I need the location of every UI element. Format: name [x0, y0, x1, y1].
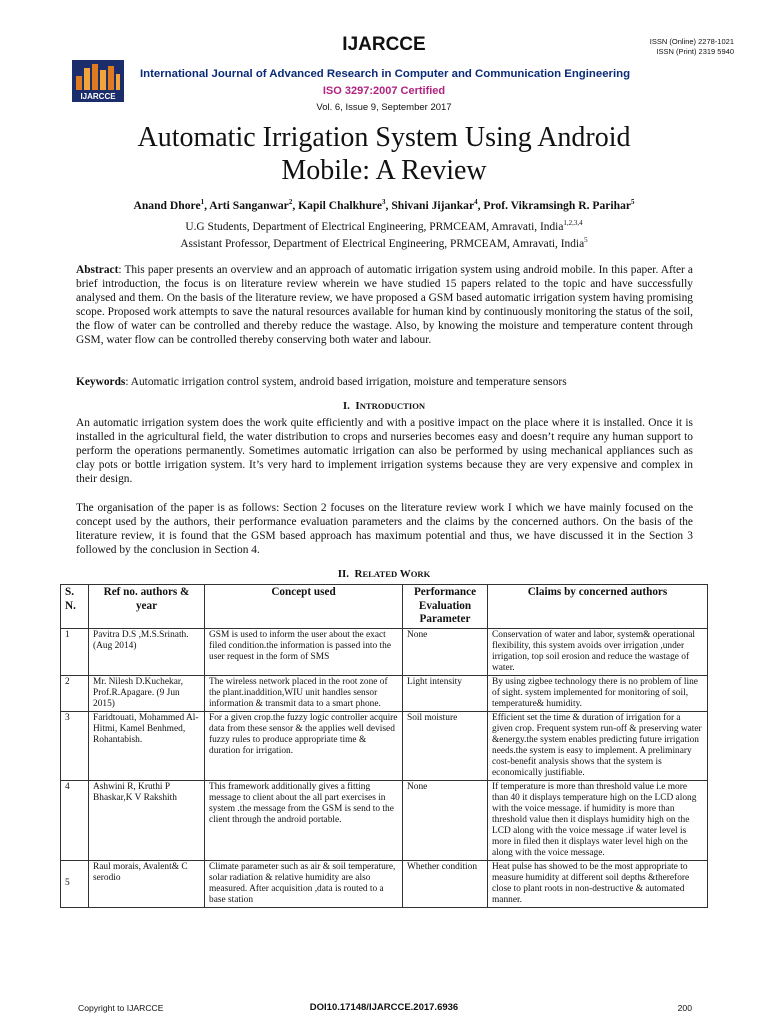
issn-print: ISSN (Print) 2319 5940	[656, 47, 734, 56]
header-ref-authors-year: Ref no. authors & year	[89, 585, 205, 629]
cell-sn: 4	[61, 780, 89, 860]
cell-claims: Conservation of water and labor, system& operational flexibility, this system avoids over irrigation ,under irrigation, top soil erosion and reduce the wastage of water.	[488, 628, 708, 675]
cell-claims: Heat pulse has showed to be the most appropriate to measure humidity at different soil depths &therefore close to plant roots in non-destructive & automated manner.	[488, 860, 708, 907]
table-row	[61, 860, 708, 907]
related-work-table	[60, 584, 708, 908]
cell-param: Soil moisture	[403, 711, 488, 780]
abstract-text: : This paper presents an overview and an approach of automatic irrigation system using android mobile. In this paper. After a brief introduction, the focus is on literature review wherein we have studied 15 papers related to the topic and have successfully analysed and them. On the basis of the literature review, we have proposed a GSM based automatic irrigation system having promising scope. Proposed work attempts to save the natural resources available for human kind by continuously monitoring the status of the soil, the flow of water can be controlled and thereby reduce the wastage. Also, by knowing the moisture and temperature content through GSM, water flow can be controlled thereby conserving both water and labour.	[76, 264, 693, 346]
volume-issue: Vol. 6, Issue 9, September 2017	[316, 102, 452, 113]
cell-concept: This framework additionally gives a fitting message to client about the all part exercises in system .the message from the GSM is send to the client through the android portable.	[205, 780, 403, 860]
author: Anand Dhore$^1$	[133, 198, 205, 212]
paper-title	[60, 121, 708, 187]
affiliation-students: U.G Students, Department of Electrical Engineering, PRMCEAM, Amravati, India$^{1,2,3,4}$	[185, 219, 583, 233]
cell-ref: Ashwini R, Kruthi P Bhaskar,K V Rakshith	[89, 780, 205, 860]
cell-concept: GSM is used to inform the user about the exact filed condition.the information is passed into the user request in the form of SMS	[205, 628, 403, 675]
author: Prof. Vikramsingh R. Parihar$^5$	[483, 198, 635, 212]
intro-paragraph-1: An automatic irrigation system does the work quite efficiently and with a positive impact on the place where it is installed. Once it is installed in the agricultural field, the water distribution to crops and nurseries becomes easy and doesn’t require any human support to perform the operations permanently. Sometimes automatic irrigation can also be performed by using mechanical appliances such as clay pots or bottle irrigation system. It’s very hard to implement irrigation systems because they are very expensive and complex in their design.	[76, 417, 693, 485]
keywords-text: : Automatic irrigation control system, android based irrigation, moisture and temperature sensors	[125, 376, 567, 388]
table-row	[61, 780, 708, 860]
footer-page-number: 200	[677, 1003, 692, 1013]
cell-param: Whether condition	[403, 860, 488, 907]
author-list: Anand Dhore$^1$, Arti Sanganwar$^2$, Kapil Chalkhure$^3$, Shivani Jijankar$^4$, Prof. Vikramsingh R. Parihar$^5$	[133, 198, 635, 212]
cell-claims: If temperature is more than threshold value i.e more than 40 it displays temperature high on the LCD along with the voice message. if humidity is more than threshold value then it displays humidity high on the LCD along with the voice message .if water level is more in filed then it displays water level high on the along with the voice message.	[488, 780, 708, 860]
cell-sn: 2	[61, 675, 89, 711]
author: Arti Sanganwar$^2$	[209, 198, 293, 212]
cell-param: Light intensity	[403, 675, 488, 711]
cell-concept: The wireless network placed in the root zone of the plant.inaddition,WIU unit handles sensor information & transmit data to a smart phone.	[205, 675, 403, 711]
cell-ref: Raul morais, Avalent& C serodio	[89, 860, 205, 907]
keywords	[76, 376, 693, 390]
paper-title-line-1: Automatic Irrigation System Using Android	[137, 122, 631, 153]
table-row	[61, 628, 708, 675]
cell-claims: Efficient set the time & duration of irrigation for a given crop. Frequent system run-off & preserving water &energy.the system enables predicting future irrigation needs.the system is easy to implement. A preliminary cost-benefit analysis shows that the system is economically justifiable.	[488, 711, 708, 780]
section-heading-introduction: I. INTRODUCTION	[342, 400, 426, 412]
issn-online: ISSN (Online) 2278-1021	[649, 37, 734, 46]
header-claims: Claims by concerned authors	[488, 585, 708, 629]
affiliation-professor: Assistant Professor, Department of Electrical Engineering, PRMCEAM, Amravati, India$^5$	[180, 236, 588, 250]
keywords-label: Keywords	[76, 376, 126, 388]
cell-sn: 1	[61, 628, 89, 675]
table-row	[61, 711, 708, 780]
header-serial-no: S. N.	[61, 585, 89, 629]
journal-full-title: International Journal of Advanced Research in Computer and Communication Engineering	[140, 68, 631, 80]
table-row	[61, 675, 708, 711]
cell-ref: Pavitra D.S ,M.S.Srinath. (Aug 2014)	[89, 628, 205, 675]
header-concept-used: Concept used	[205, 585, 403, 629]
section-heading-related-work: II. RELATED WORK	[337, 568, 431, 580]
cell-ref: Mr. Nilesh D.Kuchekar, Prof.R.Apagare. (9 Jun 2015)	[89, 675, 205, 711]
table-header-row	[61, 585, 708, 629]
abstract	[76, 264, 693, 347]
journal-short-title: IJARCCE	[342, 34, 426, 55]
header-performance-parameter: Performance Evaluation Parameter	[403, 585, 488, 629]
issn-block	[594, 37, 734, 57]
cell-claims: By using zigbee technology there is no problem of line of sight. system implemented for monitoring of soil, temperature& humidity.	[488, 675, 708, 711]
paper-title-line-2: Mobile: A Review	[281, 155, 487, 186]
footer-doi: DOI10.17148/IJARCCE.2017.6936	[309, 1002, 459, 1013]
iso-certification: ISO 3297:2007 Certified	[322, 85, 446, 97]
cell-concept: Climate parameter such as air & soil temperature, solar radiation & relative humidity are also measured. After acquisition ,data is routed to a base station	[205, 860, 403, 907]
author: Kapil Chalkhure$^3$	[298, 198, 386, 212]
cell-param: None	[403, 628, 488, 675]
cell-ref: Faridtouati, Mohammed Al-Hitmi, Kamel Benhmed, Rohantabish.	[89, 711, 205, 780]
cell-concept: For a given crop.the fuzzy logic controller acquire data from these sensor & the applies well devised fuzzy rules to produce appropriate time & duration for irrigation.	[205, 711, 403, 780]
abstract-label: Abstract	[76, 264, 119, 276]
cell-sn: 3	[61, 711, 89, 780]
logo-text: IJARCCE	[80, 92, 116, 101]
author: Shivani Jijankar$^4$	[391, 198, 478, 212]
intro-paragraph-2: The organisation of the paper is as follows: Section 2 focuses on the literature review work I which we have mainly focused on the concept used by the authors, their performance evaluation parameters and the claims by the concerned authors. On the basis of the literature review, it is found that the GSM based approach has maximum potential and thus, we have discussed it in the Section 3 followed by the conclusion in Section 4.	[76, 502, 693, 556]
cell-sn: 5	[61, 860, 89, 907]
cell-param: None	[403, 780, 488, 860]
footer-copyright: Copyright to IJARCCE	[78, 1003, 164, 1013]
